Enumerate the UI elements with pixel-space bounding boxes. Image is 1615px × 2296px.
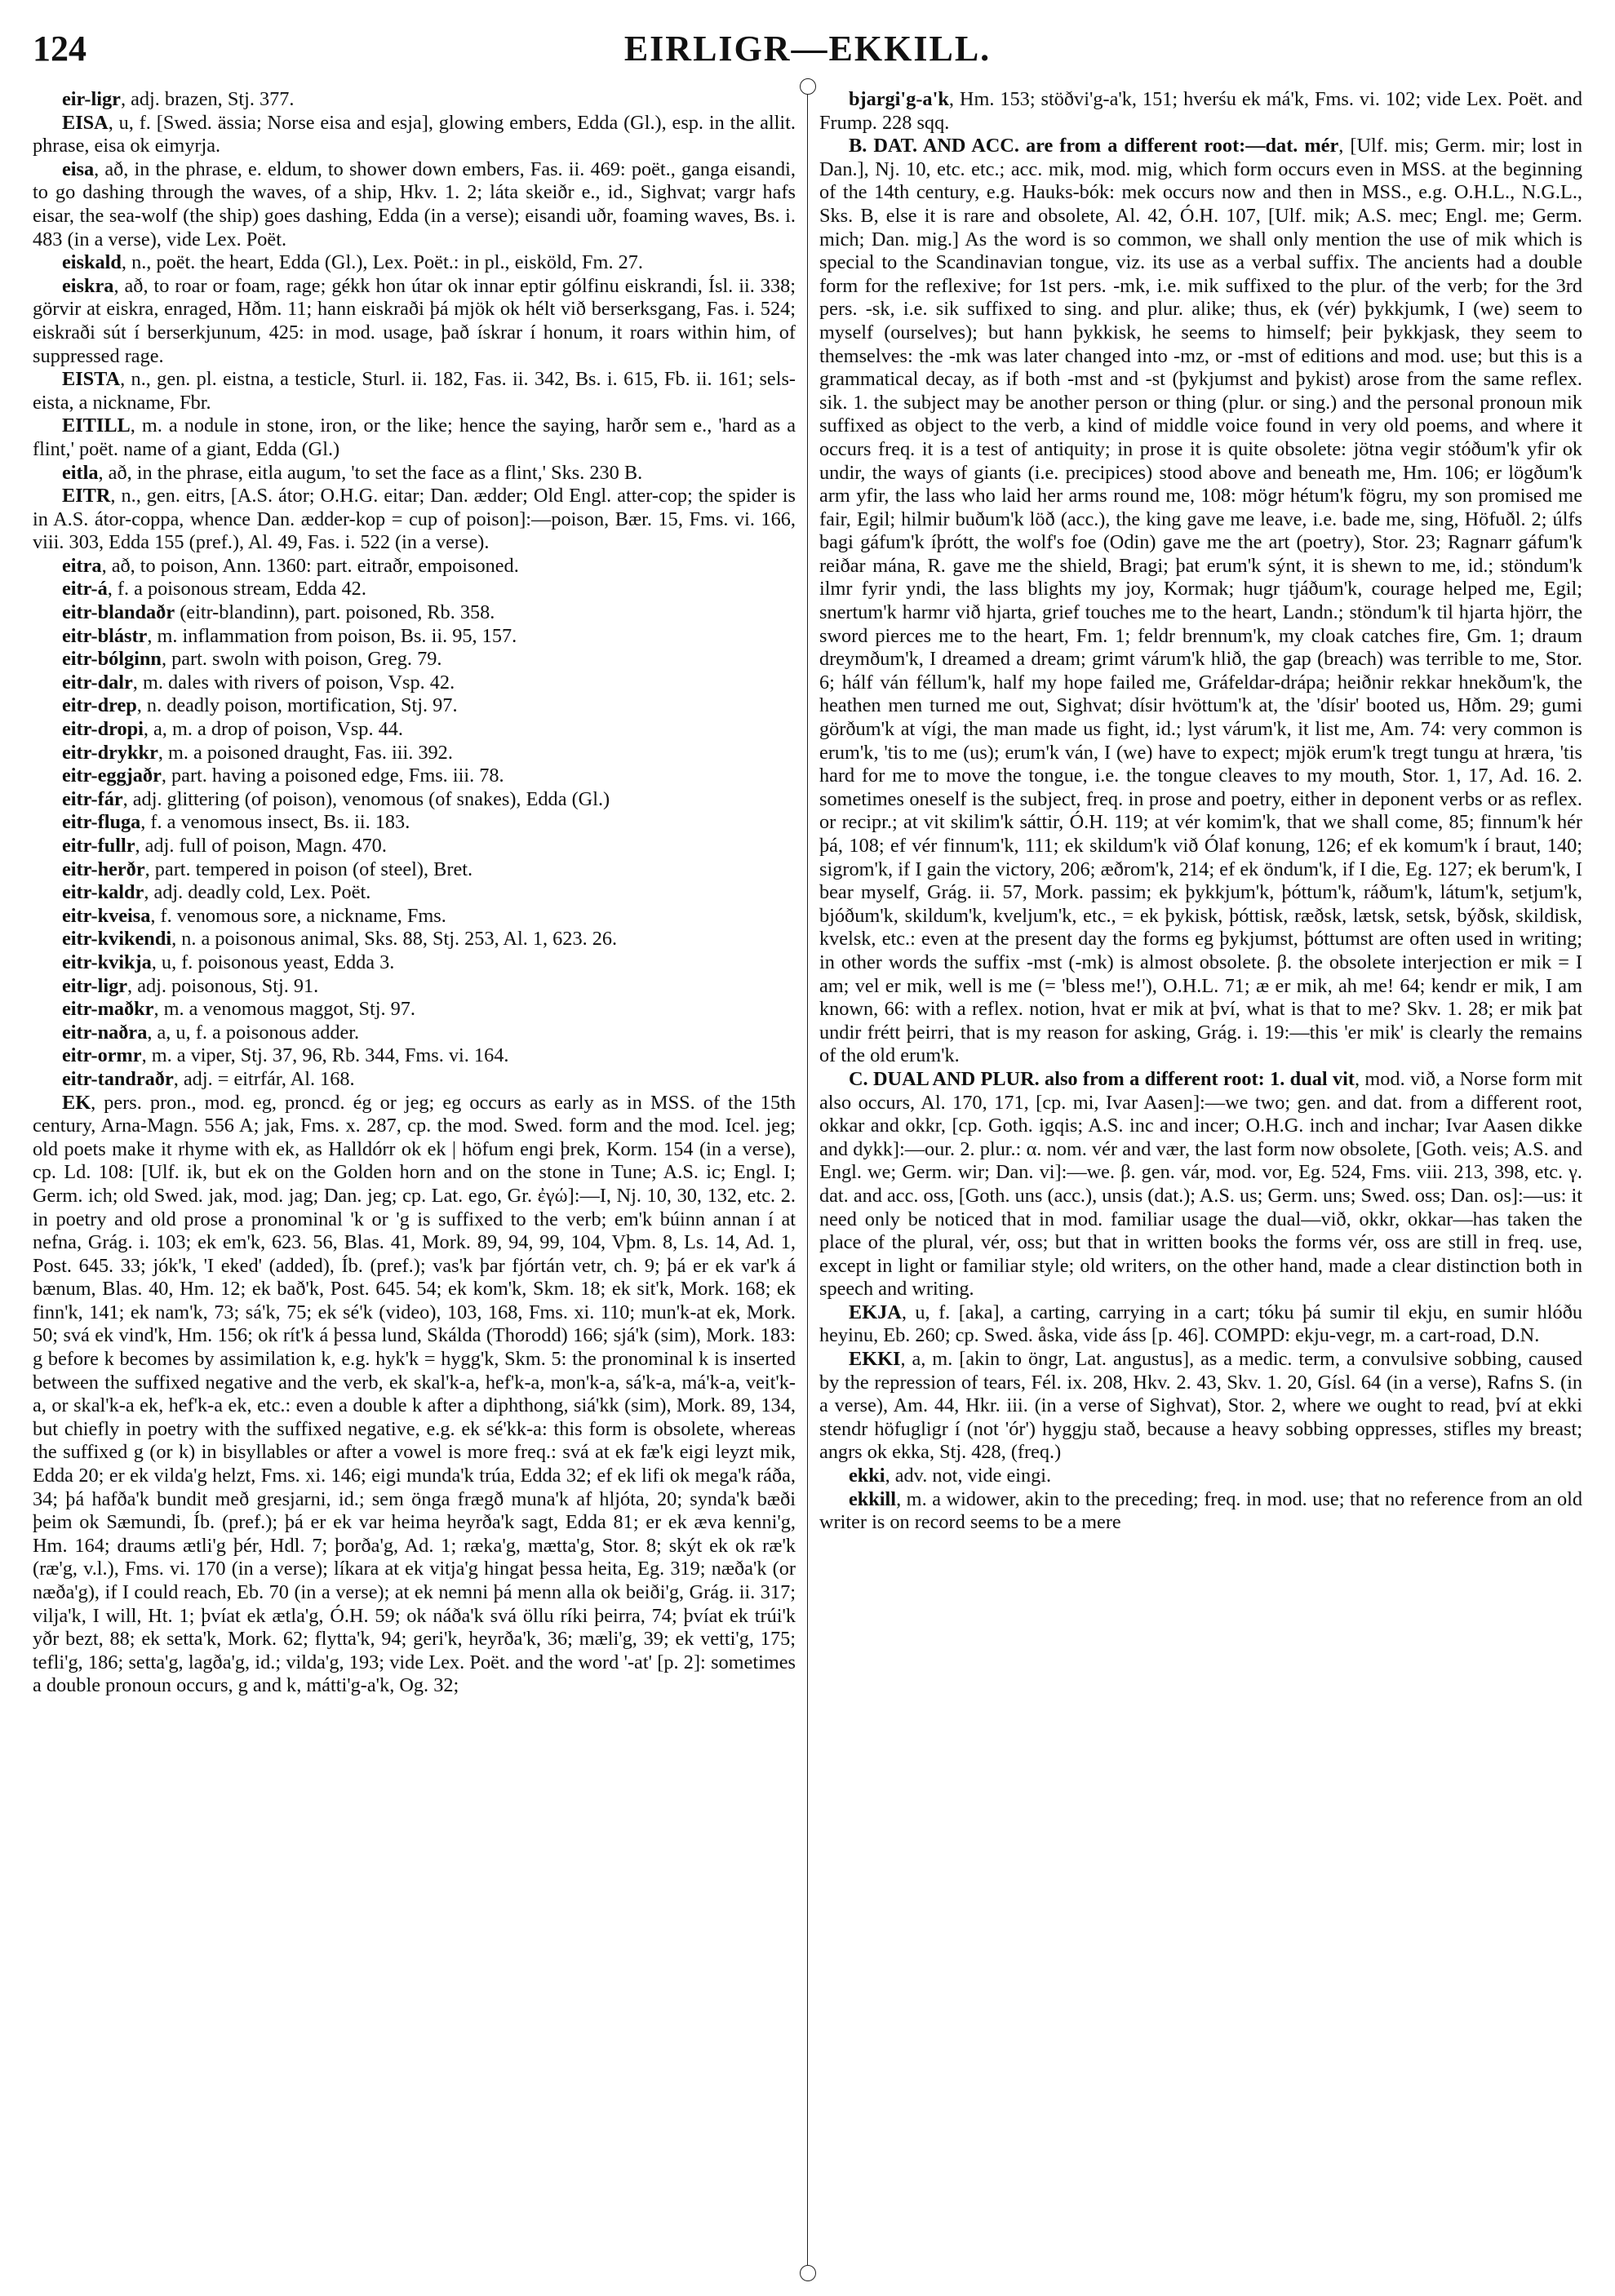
running-head: EIRLIGR—EKKILL. xyxy=(623,29,992,69)
headword: eitr-dropi xyxy=(62,718,144,741)
dictionary-entry: eitr-drykkr, m. a poisoned draught, Fas. iii. 392. xyxy=(62,741,453,764)
dictionary-entry: eiskra, að, to roar or foam, rage; gékk hon útar ok innar eptir gólfinu eiskrandi, Ísl. ii. 338; görvir at eiskra, enraged, Hðm. 11; hann eiskraði þá mjök ok hélt við berserksgang, Fas. i. 524; eiskraði sút í berserkjunum, 425: in mod. usage, það ískrar í honum, it roars within him, of suppressed rage. xyxy=(33,274,796,367)
dictionary-entry: eitr-blástr, m. inflammation from poison, Bs. ii. 95, 157. xyxy=(62,624,517,647)
dictionary-entry: EISTA, n., gen. pl. eistna, a testicle, Sturl. ii. 182, Fas. ii. 342, Bs. i. 615, Fb. ii. 161; sels-eista, a nickname, Fbr. xyxy=(33,368,796,414)
headword: eitr-kvikendi xyxy=(62,928,172,951)
dictionary-entry: eitr-drep, n. deadly poison, mortification, Stj. 97. xyxy=(62,694,458,717)
dictionary-entry: eitla, að, in the phrase, eitla augum, 'to set the face as a flint,' Sks. 230 B. xyxy=(62,461,643,484)
divider-bottom-ornament xyxy=(800,2265,816,2281)
dictionary-entry: bjargi'g-a'k, Hm. 153; stöðvi'g-a'k, 151; hverśu ek má'k, Fms. vi. 102; vide Lex. Poët. and Frump. 228 sqq. xyxy=(819,88,1582,134)
headword: EK xyxy=(62,1091,91,1114)
dictionary-entry: eir-ligr, adj. brazen, Stj. 377. xyxy=(62,88,295,110)
headword: eitr-fluga xyxy=(62,811,141,834)
dictionary-entry: eitr-ormr, m. a viper, Stj. 37, 96, Rb. 344, Fms. vi. 164. xyxy=(62,1044,509,1067)
dictionary-entry: eitr-blandaðr (eitr-blandinn), part. poisoned, Rb. 358. xyxy=(62,601,495,624)
dictionary-entry: eitr-eggjaðr, part. having a poisoned edge, Fms. iii. 78. xyxy=(62,765,504,787)
headword: eitr-fár xyxy=(62,787,123,810)
headword: bjargi'g-a'k xyxy=(849,88,949,110)
headword: eitr-ormr xyxy=(62,1044,142,1067)
dictionary-entry: eitr-dalr, m. dales with rivers of poison, Vsp. 42. xyxy=(62,671,455,694)
dictionary-entry: eitr-tandraðr, adj. = eitrfár, Al. 168. xyxy=(62,1067,355,1090)
headword: eitr-eggjaðr xyxy=(62,765,162,787)
column-divider xyxy=(807,88,808,2276)
dictionary-page xyxy=(33,24,1582,2276)
dictionary-entry: eiskald, n., poët. the heart, Edda (Gl.), Lex. Poët.: in pl., eisköld, Fm. 27. xyxy=(62,251,643,274)
headword: EITILL xyxy=(62,414,131,437)
dictionary-entry: eitr-fullr, adj. full of poison, Magn. 470. xyxy=(62,835,387,857)
left-column xyxy=(33,88,796,2276)
dictionary-entry: eitra, að, to poison, Ann. 1360: part. eitraðr, empoisoned. xyxy=(62,554,519,577)
headword: EISTA xyxy=(62,368,121,391)
headword: eitr-fullr xyxy=(62,835,135,857)
headword: eitr-tandraðr xyxy=(62,1067,174,1090)
dictionary-entry: EITR, n., gen. eitrs, [A.S. átor; O.H.G. eitar; Dan. ædder; Old Engl. atter-cop; the spider is in A.S. átor-coppa, whence Dan. ædder-kop = cup of poison]:—poison, Bær. 15, Fms. vi. 166, viii. 303, Edda 155 (pref.), Al. 49, Fas. i. 522 (in a verse). xyxy=(33,485,796,554)
dictionary-entry: eitr-dropi, a, m. a drop of poison, Vsp. 44. xyxy=(62,718,403,741)
page-number: 124 xyxy=(33,29,87,69)
dictionary-entry: C. DUAL AND PLUR. also from a different root: 1. dual vit, mod. við, a Norse form mit also occurs, Al. 170, 171, [cp. mi, Ivar Aasen]:—we two; gen. and dat. from a different root, okkar and okkr, [cp. Goth. igqis; A.S. inc and incer; O.H.G. inch and inchar; Ivar Aasen dikke and dykk]:—our. 2. plur.: α. nom. vér and vær, the last form now obsolete, [Goth. veis; A.S. and Engl. we; Germ. wir; Dan. vi]:—we. β. gen. vár, mod. vor, Eg. 524, Fms. viii. 213, 398, etc. γ. dat. and acc. oss, [Goth. uns (acc.), unsis (dat.); A.S. us; Germ. uns; Swed. oss; Dan. os]:—us: it need only be noticed that in mod. familiar usage the dual—við, okkr, okkar—has taken the place of the plural, vér, oss; but that in written books the forms vér, oss are still in freq. use, except in light or familiar style; old writers, on the other hand, made a clear distinction both in speech and writing. xyxy=(819,1067,1582,1301)
dictionary-entry: eitr-maðkr, m. a venomous maggot, Stj. 97. xyxy=(62,998,416,1021)
headword: eitr-ligr xyxy=(62,974,128,997)
headword: eiskald xyxy=(62,251,122,274)
dictionary-entry: eitr-kaldr, adj. deadly cold, Lex. Poët. xyxy=(62,881,371,904)
headword: eir-ligr xyxy=(62,88,121,110)
dictionary-entry: eitr-fluga, f. a venomous insect, Bs. ii. 183. xyxy=(62,811,410,834)
dictionary-entry: eitr-fár, adj. glittering (of poison), venomous (of snakes), Edda (Gl.) xyxy=(62,787,610,810)
headword: EISA xyxy=(62,111,109,134)
dictionary-entry: eitr-kvikja, u, f. poisonous yeast, Edda 3. xyxy=(62,951,395,973)
page-header xyxy=(33,24,1582,78)
headword: eitr-herðr xyxy=(62,858,145,880)
dictionary-entry: ekkill, m. a widower, akin to the preceding; freq. in mod. use; that no reference from an old writer is on record seems to be a mere xyxy=(819,1487,1582,1534)
headword: ekki xyxy=(849,1465,885,1487)
headword: ekkill xyxy=(849,1487,897,1510)
headword: eitr-drykkr xyxy=(62,741,158,764)
headword: eitr-á xyxy=(62,578,108,601)
headword: eitr-naðra xyxy=(62,1021,148,1044)
headword: eitr-kvikja xyxy=(62,951,152,973)
dictionary-entry: eitr-kvikendi, n. a poisonous animal, Sks. 88, Stj. 253, Al. 1, 623. 26. xyxy=(62,928,618,951)
divider-top-ornament xyxy=(800,78,816,95)
headword: eitr-kaldr xyxy=(62,881,144,904)
headword: eiskra xyxy=(62,274,114,297)
dictionary-entry: eitr-ligr, adj. poisonous, Stj. 91. xyxy=(62,974,319,997)
right-column xyxy=(819,88,1582,2276)
dictionary-entry: EKKI, a, m. [akin to öngr, Lat. angustus], as a medic. term, a convulsive sobbing, caused by the repression of tears, Fél. ix. 208, Hkv. 2. 43, Skv. 1. 20, Gísl. 64 (in a verse), Rafns S. (in a verse), Am. 44, Hkr. iii. (in a verse of Sighvat), Stor. 2, where we ought to read, því at ekki stendr höfugligr í (not 'ór') hyggju stað, because a heavy sobbing oppresses, stifles my breast; angrs ok ekka, Stj. 428, (freq.) xyxy=(819,1348,1582,1464)
headword: eitr-blandaðr xyxy=(62,601,175,624)
headword: eitr-dalr xyxy=(62,671,133,694)
headword: eitla xyxy=(62,461,99,484)
dictionary-entry: eitr-kveisa, f. venomous sore, a nickname, Fms. xyxy=(62,904,446,927)
dictionary-entry: EK, pers. pron., mod. eg, proncd. ég or jeg; eg occurs as early as in MSS. of the 15th century, Arna-Magn. 556 A; jak, Fms. x. 287, cp. the mod. Swed. form and the mod. Icel. jeg; old poets make it rhyme with ek, as Halldórr ok ek | höfum engi þrek, Korm. 154 (in a verse), cp. Ld. 108: [Ulf. ik, but ek on the Golden horn and on the stone in Tune; A.S. ic; Engl. I; Germ. ich; old Swed. jak, mod. jag; Dan. jeg; cp. Lat. ego, Gr. ἐγώ]:—I, Nj. 10, 30, 132, etc. 2. in poetry and old prose a pronominal 'k or 'g is suffixed to the verb; em'k búinn annan í at nefna, Grág. i. 103; ek em'k, 623. 56, Blas. 41, Mork. 89, 94, 99, 104, Vþm. 8, Ls. 14, Ad. 1, Post. 645. 33; jók'k, 'I eked' (added), Íb. (pref.); vas'k þar fjórtán vetr, ch. 9; þá er ek var'k á bænum, Blas. 40, Hm. 12; ek bað'k, Post. 645. 54; ek kom'k, Skm. 18; ek sit'k, Mork. 168; ek finn'k, 141; ek nam'k, 73; sá'k, 75; ek sé'k (video), 103, 168, Fms. xi. 110; mun'k-at ek, Mork. 50; svá ek vind'k, Hm. 156; ok rít'k á þessa lund, Skálda (Thorodd) 166; sjá'k (sim), Mork. 183: g before k becomes by assimilation k, e.g. hyk'k = hygg'k, Skm. 5: the pronominal k is inserted between the suffixed negative and the verb, ek skal'k-a, hef'k-a, mon'k-a, sá'k-a, má'k-a, veit'k-a, or skal'k-a ek, hef'k-a ek, etc.: even a double k after a diphthong, siá'kk (sim), Mork. 89, 134, but chiefly in poetry with the suffixed negative, e.g. ek sé'kk-a: this form is obsolete, whereas the suffixed g (or k) in bisyllables or after a vowel is more freq.: svá at ek fæ'k eigi leyzt mik, Edda 20; er ek vilda'g helzt, Fms. xi. 146; eigi munda'k trúa, Edda 32; ef ek lifi ok mega'k ráða, 34; þá hafða'k bundit með gresjarni, id.; sem önga frægð muna'k af hljóta, 20; synda'k bæði þeim ok Sæmundi, Íb. (pref.); þá er ek var heima heyrða'k sagt, Edda 81; er ek æva kenni'g, Hm. 164; draums ætli'g þér, Hdl. 7; þorða'g, Ad. 1; ræka'g, mætta'g, Stor. 8; skýt ek ok ræ'k (ræ'g, v.l.), Fms. vi. 170 (in a verse); líkara at ek vitja'g hingat þessa heita, Eg. 319; næða'k (or næða'g), if I could reach, Eb. 70 (in a verse); at ek nemni þá menn alla ok beiði'g, Grág. ii. 317; vilja'k, I will, Ht. 1; þvíat ek ætla'g, Ó.H. 59; ok náða'k svá öllu ríki þeirra, 74; þvíat ek trúi'k yðr bezt, 88; ek setta'k, Mork. 62; flytta'k, 94; geri'k, heyrða'k, 36; mæli'g, 39; ek vetti'g, 175; tefli'g, 186; setta'g, lagða'g, id.; vilda'g, 193; vide Lex. Poët. and the word '-at' [p. 2]: sometimes a double pronoun occurs, g and k, mátti'g-a'k, Og. 32; xyxy=(33,1091,796,1697)
dictionary-entry: eitr-naðra, a, u, f. a poisonous adder. xyxy=(62,1021,360,1044)
dictionary-entry: EITILL, m. a nodule in stone, iron, or the like; hence the saying, harðr sem e., 'hard as a flint,' poët. name of a giant, Edda (Gl.) xyxy=(33,414,796,460)
headword: EKKI xyxy=(849,1348,901,1371)
headword: eitr-maðkr xyxy=(62,998,154,1021)
headword: eisa xyxy=(62,157,95,180)
dictionary-entry: eitr-herðr, part. tempered in poison (of steel), Bret. xyxy=(62,858,473,880)
dictionary-entry: eitr-bólginn, part. swoln with poison, Greg. 79. xyxy=(62,648,442,671)
dictionary-entry: eisa, að, in the phrase, e. eldum, to shower down embers, Fas. ii. 469: poët., ganga eisandi, to go dashing through the waves, of a ship, Hkv. 1. 2; láta skeiðr e., id., Sighvat; vargr hafs eisar, the sea-wolf (the ship) goes dashing, Edda (in a verse); eisandi uðr, foaming waves, Bs. i. 483 (in a verse), vide Lex. Poët. xyxy=(33,157,796,250)
headword: EKJA xyxy=(849,1301,902,1323)
headword: eitr-kveisa xyxy=(62,904,151,927)
headword: B. DAT. AND ACC. are from a different root:—dat. mér xyxy=(849,135,1339,157)
headword: eitr-bólginn xyxy=(62,648,162,671)
headword: eitr-blástr xyxy=(62,624,148,647)
text-columns xyxy=(33,88,1582,2276)
dictionary-entry: B. DAT. AND ACC. are from a different root:—dat. mér, [Ulf. mis; Germ. mir; lost in Dan.], Nj. 10, etc. etc.; acc. mik, mod. mig, which form occurs even in MSS. at the beginning of the 14th century, e.g. Hauks-bók: mek occurs now and then in MSS., e.g. O.H.L., N.G.L., Sks. B, else it is rare and obsolete, Al. 42, Ó.H. 107, [Ulf. mik; A.S. mec; Engl. me; Germ. mich; Dan. mig.] As the word is so common, we shall only mention the use of mik which is special to the Scandinavian tongue, viz. its use as a verbal suffix. The ancients had a double form for the reflexive; for 1st pers. -mk, i.e. mik suffixed to the plur. of the verb; for the 3rd pers. -sk, i.e. sik suffixed to sing. and plur. alike; thus, ek (vér) þykkjumk, I (we) seem to myself (ourselves); but hann þykkisk, he seems to himself; þeir þykkjask, they seem to themselves: the -mk was later changed into -mz, or -mst of editions and mod. use; but this is a grammatical decay, as if both -mst and -st (þykjumst and þykist) arose from the same reflex. sik. 1. the subject may be another person or thing (plur. or sing.) and the personal pronoun mik suffixed as object to the verb, a kind of middle voice found in very old poems, and where it occurs freq. it is a test of antiquity; in prose it is quite obsolete: jötna vegir stóðum'k yfir ok undir, the ways of giants (i.e. precipices) stood above and beneath me, Hm. 106; er lögðum'k arm yfir, the lass who laid her arms round me, 108: mögr hétum'k fögru, my son promised me fair, Egil; hilmir buðum'k löð (acc.), the king gave me leave, i.e. bade me, sing, Höfuðl. 2; úlfs bagi gáfum'k íþrótt, the wolf's foe (Odin) gave me the art (poetry), Stor. 23; Ragnarr gáfum'k reiðar mána, R. gave me the shield, Bragi; þat erum'k sýnt, it is shewn to me, id.; stöndum'k ilmr fyrir yndi, the lass blights my joy, Kormak; hugr tjáðum'k, courage helped me, Egil; snertum'k harmr við hjarta, grief touches me to the heart, Landn.; stöndum'k til hjarta hjörr, the sword pierces me to the heart, Fm. 1; feldr brennum'k, my cloak catches fire, Gm. 1; draum dreymðum'k, I dreamed a dream; grimt várum'k hlið, the gap (breach) was terrible to me, Stor. 6; hálf ván féllum'k, half my hope failed me, Gráfeldar-drápa; heiðnir rekkar hnekðum'k, the heathen men turned me out, Sighvat; dísir hvöttum'k at, the 'dísir' booted us, Hðm. 29; gumi görðum'k at vígi, the man made us fight, id.; lyst várum'k, it list me, Am. 74: very common is erum'k, 'tis to me (us); erum'k ván, I (we) have to expect; mjök erum'k tregt tungu at hræra, 'tis hard for me to move the tongue, i.e. the tongue cleaves to my mouth, Stor. 1, 17, Ad. 16. 2. sometimes oneself is the subject, freq. in prose and poetry, either in deponent verbs or as reflex. or recipr.; at vit skilim'k sáttir, Ó.H. 119; at vér komim'k, that we shall come, 85; finnum'k hér þá, 108; ef vér finnum'k, 111; ek skildum'k við Ólaf konung, 126; ef ek komum'k í braut, 140; sigrom'k, if I gain the victory, 206; æðrom'k, 214; ef ek öndum'k, if I die, Eg. 127; ek berum'k, I bear myself, Grág. ii. 57, Mork. passim; ek þykkjum'k, þóttum'k, ráðum'k, látum'k, setjum'k, bjóðum'k, skildum'k, kveljum'k, etc., = ek þykisk, þóttisk, ræðsk, lætsk, setsk, býðsk, skildisk, kvelsk, etc.: even at the present day the forms eg þykjumst, þóttumst are often used in writing; in other words the suffix -mst (-mk) is almost obsolete. β. the obsolete interjection er mik = I am; vel er mik, well is me (= 'bless me!'), O.H.L. 71; æ er mik, ah me! 64; kendr er mik, I am known, 66: with a reflex. notion, hvat er mik at því, what is that to me? Skv. 1. 28; er mik þat undir frétt þeirri, that is my reason for asking, Grág. i. 19:—this 'er mik' is clearly the remains of the old erum'k. xyxy=(819,135,1582,1067)
dictionary-entry: EKJA, u, f. [aka], a carting, carrying in a cart; tóku þá sumir til ekju, en sumir hlóðu heyinu, Eb. 260; cp. Swed. åska, vide áss [p. 46]. COMPD: ekju-vegr, m. a cart-road, D.N. xyxy=(819,1301,1582,1347)
headword: C. DUAL AND PLUR. also from a different root: 1. dual vit xyxy=(849,1067,1355,1090)
dictionary-entry: eitr-á, f. a poisonous stream, Edda 42. xyxy=(62,578,366,601)
headword: eitr-drep xyxy=(62,694,137,717)
dictionary-entry: EISA, u, f. [Swed. ässia; Norse eisa and esja], glowing embers, Edda (Gl.), esp. in the allit. phrase, eisa ok eimyrja. xyxy=(33,111,796,157)
dictionary-entry: ekki, adv. not, vide eingi. xyxy=(849,1465,1052,1487)
headword: EITR xyxy=(62,485,111,508)
headword: eitra xyxy=(62,554,102,577)
